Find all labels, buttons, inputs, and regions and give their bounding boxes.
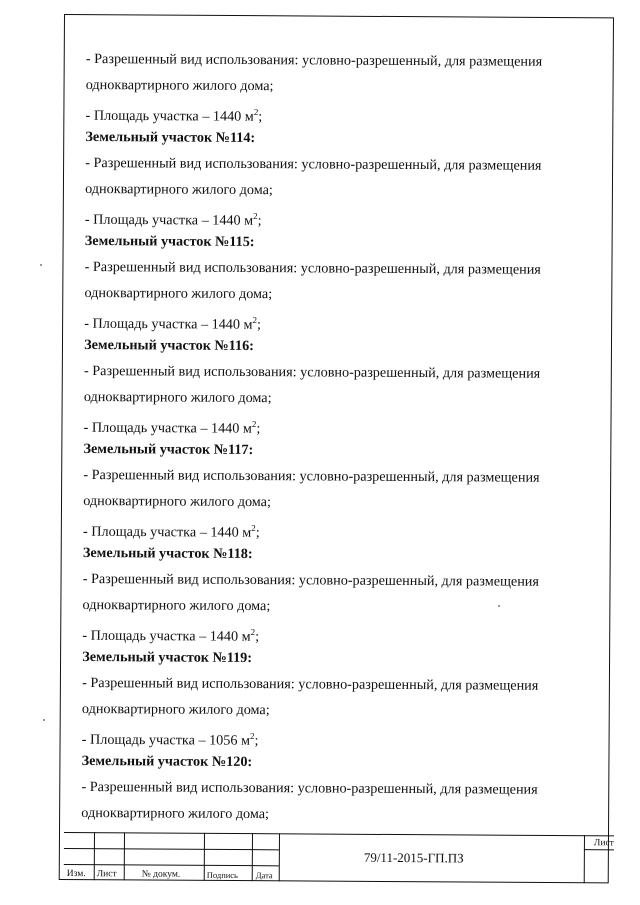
plot-area-line: [82, 722, 582, 751]
area-text: - Площадь участка – 1440 м: [82, 523, 252, 541]
plot-area-line: [86, 98, 586, 127]
area-unit-superscript: 2: [249, 731, 255, 742]
body-line: одноквартирного жилого дома;: [83, 492, 271, 511]
title-block-col-line: [204, 833, 205, 881]
title-block-col-line: [94, 832, 95, 880]
body-line: одноквартирного жилого дома;: [85, 180, 273, 199]
area-unit-superscript: 2: [250, 627, 256, 638]
title-block-col-line: [252, 833, 253, 881]
plot-heading: Земельный участок №118:: [82, 544, 253, 563]
body-line: одноквартирного жилого дома;: [84, 284, 273, 303]
plot-area-line: [84, 306, 584, 335]
doc-number-label: № докум.: [141, 869, 181, 880]
area-tail: ;: [257, 212, 262, 229]
area-tail: ;: [255, 524, 260, 541]
title-block-col-line: [124, 832, 125, 880]
list-label: Лист: [96, 869, 117, 880]
plot-heading: Земельный участок №119:: [82, 648, 253, 667]
sheet-cell-line: [584, 849, 614, 850]
area-unit-superscript: 2: [251, 419, 257, 430]
plot-area-line: [85, 202, 585, 231]
area-text: - Площадь участка – 1056 м: [81, 731, 251, 749]
area-tail: ;: [256, 316, 262, 333]
area-tail: ;: [254, 732, 259, 749]
body-line: - Разрешенный вид использования: условно-разрешенный, для размещения: [85, 50, 543, 70]
body-line: одноквартирного жилого дома;: [81, 804, 270, 823]
plot-heading: Земельный участок №115:: [84, 232, 255, 251]
body-line: одноквартирного жилого дома;: [82, 596, 271, 615]
izm-label: Изм.: [66, 869, 86, 880]
area-text: - Площадь участка – 1440 м: [84, 211, 254, 229]
document-body: [81, 46, 586, 829]
title-block-col-line: [279, 833, 280, 881]
area-text: - Площадь участка – 1440 м: [85, 107, 254, 125]
plot-heading: Земельный участок №117:: [83, 440, 254, 459]
area-unit-superscript: 2: [252, 315, 258, 326]
scan-speck: [43, 719, 45, 721]
signature-label: Подпись: [206, 869, 238, 881]
area-tail: ;: [256, 420, 261, 437]
body-line: - Разрешенный вид использования: условно-разрешенный, для размещения: [85, 154, 542, 174]
title-block-col-line: [584, 835, 585, 883]
area-unit-superscript: 2: [253, 107, 259, 118]
scan-speck: [498, 605, 500, 607]
scan-speck: [40, 264, 42, 266]
title-block: [64, 832, 614, 883]
area-text: - Площадь участка – 1440 м: [83, 419, 252, 437]
body-line: - Разрешенный вид использования: условно-разрешенный, для размещения: [82, 674, 539, 694]
area-unit-superscript: 2: [251, 523, 256, 534]
area-text: - Площадь участка – 1440 м: [84, 315, 253, 333]
body-line: - Разрешенный вид использования: условно-разрешенный, для размещения: [82, 570, 540, 590]
area-tail: ;: [255, 628, 260, 645]
body-line: - Разрешенный вид использования: условно-разрешенный, для размещения: [81, 778, 538, 798]
plot-heading: Земельный участок №120:: [81, 752, 253, 771]
document-code: 79/11-2015-ГП.ПЗ: [363, 849, 464, 866]
plot-area-line: [84, 410, 584, 439]
body-line: одноквартирного жилого дома;: [81, 700, 270, 719]
area-tail: ;: [258, 108, 263, 125]
title-block-row-line: [64, 864, 279, 866]
plot-heading: Земельный участок №116:: [84, 336, 254, 355]
body-line: - Разрешенный вид использования: условно-разрешенный, для размещения: [84, 258, 541, 278]
title-block-row-line: [64, 848, 279, 850]
date-label: Дата: [255, 870, 273, 881]
body-line: одноквартирного жилого дома;: [83, 388, 272, 407]
plot-area-line: [83, 514, 583, 543]
plot-area-line: [82, 618, 582, 647]
area-text: - Площадь участка – 1440 м: [82, 627, 251, 645]
body-line: - Разрешенный вид использования: условно-разрешенный, для размещения: [83, 362, 541, 382]
area-unit-superscript: 2: [253, 211, 258, 222]
sheet-label: Лист: [593, 838, 614, 849]
body-line: одноквартирного жилого дома;: [85, 76, 274, 95]
plot-heading: Земельный участок №114:: [85, 128, 256, 147]
body-line: - Разрешенный вид использования: условно-разрешенный, для размещения: [83, 466, 540, 486]
